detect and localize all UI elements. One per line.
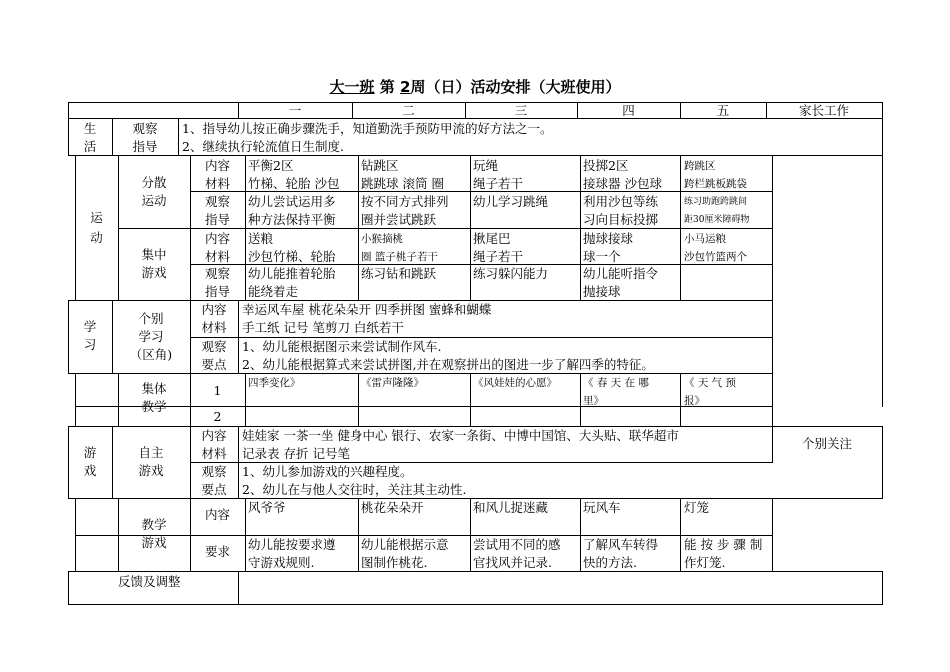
teaching-game-content: 和风儿捉迷藏 <box>473 500 549 515</box>
group-label: 游戏 <box>141 265 167 280</box>
teaching-game-requirement: 能 按 步 骤 制 <box>684 537 763 552</box>
scattered-observation: 距30厘米障碍物 <box>684 215 750 225</box>
table-rule <box>75 155 773 156</box>
scattered-content: 跳跳球 滚筒 圈 <box>361 176 444 191</box>
free-game-label: 游戏 <box>138 463 164 478</box>
collective-lesson: 四季变化》 <box>248 377 301 389</box>
observe-label: 观察 <box>204 266 230 281</box>
teaching-game-requirement: 幼儿能按要求遵 <box>248 537 336 552</box>
content-label: 材料 <box>204 249 230 264</box>
scattered-content: 平衡2区 <box>248 158 294 173</box>
teaching-game-requirement: 守游戏规则. <box>248 555 315 570</box>
table-rule <box>178 118 179 156</box>
observe-label: 指导 <box>204 284 230 299</box>
page-title: 大一班 第 2周（日）活动安排（大班使用） <box>329 78 621 96</box>
group-content: 揪尾巴 <box>473 231 511 246</box>
content-label: 内容 <box>201 428 227 443</box>
scattered-content: 钻跳区 <box>361 158 399 173</box>
scattered-observation: 按不同方式排列 <box>361 194 449 209</box>
table-rule <box>680 373 681 427</box>
group-observation: 能绕着走 <box>248 284 299 299</box>
table-rule <box>358 373 359 427</box>
content-label: 材料 <box>204 176 230 191</box>
table-rule <box>68 571 69 605</box>
life-observe-label: 指导 <box>132 139 158 154</box>
sport-category: 动 <box>90 230 103 245</box>
group-content: 抛球接球 <box>583 231 634 246</box>
teaching-game-content: 风爷爷 <box>248 500 286 515</box>
group-content: 送粮 <box>248 231 274 246</box>
observe-label: 要点 <box>201 482 227 497</box>
scattered-content: 玩绳 <box>473 158 499 173</box>
collective-lesson: 里》 <box>583 395 604 407</box>
scattered-content: 绳子若干 <box>473 176 524 191</box>
table-rule <box>680 498 681 572</box>
table-rule <box>580 498 581 572</box>
sport-category: 运 <box>90 210 103 225</box>
content-label: 内容 <box>204 507 230 522</box>
scattered-observation: 练习助跑跨跳间 <box>684 197 748 207</box>
life-point: 1、指导幼儿按正确步骤洗手，知道勤洗手预防甲流的好方法之一。 <box>182 121 553 136</box>
individual-observe: 2、幼儿能根据算式来尝试拼图,并在观察拼出的图进一步了解四季的特征。 <box>242 357 654 372</box>
table-rule <box>75 498 76 572</box>
scattered-content: 接球器 沙包球 <box>583 176 662 191</box>
group-content: 小马运粮 <box>684 233 726 245</box>
group-observation: 练习躲闪能力 <box>473 266 549 281</box>
group-content: 小猴摘桃 <box>361 233 403 245</box>
free-game-observe: 1、幼儿参加游戏的兴趣程度。 <box>242 464 413 479</box>
observe-label: 观察 <box>204 194 230 209</box>
table-rule <box>238 300 239 374</box>
group-label: 集中 <box>141 247 167 262</box>
group-observation: 幼儿能听指令 <box>583 266 659 281</box>
individual-content: 幸运风车屋 桃花朵朵开 四季拼图 蜜蜂和蝴蝶 <box>242 302 492 317</box>
free-game-content: 记录表 存折 记号笔 <box>242 446 350 461</box>
day-header: 二 <box>402 103 415 118</box>
individual-observe: 1、幼儿能根据图示来尝试制作风车. <box>242 339 442 354</box>
group-observation: 抛接球 <box>583 284 621 299</box>
collective-lesson: 《 春 天 在 哪 <box>583 377 649 389</box>
teaching-game-requirement: 幼儿能根据示意 <box>361 537 449 552</box>
content-label: 内容 <box>204 158 230 173</box>
teaching-game-content: 桃花朵朵开 <box>361 500 424 515</box>
table-rule <box>470 373 471 427</box>
table-rule <box>470 498 471 572</box>
table-rule <box>580 155 581 301</box>
collective-lesson: 《雷声隆隆》 <box>361 377 424 389</box>
scattered-observation: 种方法保持平衡 <box>248 212 336 227</box>
scattered-content: 跨跳区 <box>684 160 716 172</box>
free-game-content: 娃娃家 一茶一坐 健身中心 银行、农家一条街、中博中国馆、大头贴、联华超市 <box>242 428 679 443</box>
table-rule <box>772 300 773 374</box>
scattered-observation: 圈并尝试跳跃 <box>361 212 437 227</box>
lesson-row-number: 2 <box>213 409 222 424</box>
day-header: 一 <box>288 103 302 118</box>
group-content: 沙包竹梯、轮胎 <box>248 249 336 264</box>
study-category: 习 <box>83 337 97 352</box>
teaching-game-requirement: 作灯笼. <box>684 555 726 570</box>
scattered-observation: 幼儿尝试运用多 <box>248 194 336 209</box>
scattered-label: 运动 <box>141 193 167 208</box>
table-rule <box>68 604 883 605</box>
teaching-game-requirement: 快的方法. <box>583 555 637 570</box>
life-category: 活 <box>83 139 97 154</box>
free-game-label: 自主 <box>138 445 164 460</box>
observe-label: 观察 <box>201 464 227 479</box>
table-rule <box>470 155 471 301</box>
individual-content: 手工纸 记号 笔剪刀 白纸若干 <box>242 320 404 335</box>
teaching-game-content: 玩风车 <box>583 500 621 515</box>
scattered-content: 竹梯、轮胎 沙包 <box>248 176 340 191</box>
group-observation: 练习钻和跳跃 <box>361 266 437 281</box>
observe-label: 要点 <box>201 357 227 372</box>
individual-label: （区角) <box>129 347 173 362</box>
teaching-game-requirement: 官找风并记录. <box>473 555 552 570</box>
table-rule <box>882 118 883 407</box>
day-header: 五 <box>716 103 730 118</box>
scattered-observation: 利用沙包等练 <box>583 194 659 209</box>
table-rule <box>882 571 883 605</box>
teaching-game-requirement: 尝试用不同的感 <box>473 537 561 552</box>
table-rule <box>245 155 246 301</box>
observe-label: 指导 <box>204 212 230 227</box>
table-rule <box>245 498 246 572</box>
teaching-game-content: 灯笼 <box>684 500 710 515</box>
table-rule <box>580 373 581 427</box>
table-rule <box>772 373 773 427</box>
scattered-content: 跨栏跳板跳袋 <box>684 178 747 190</box>
table-rule <box>358 498 359 572</box>
group-observation: 幼儿能推着轮胎 <box>248 266 336 281</box>
scattered-observation: 幼儿学习跳绳 <box>473 194 549 209</box>
collective-lesson: 报》 <box>684 395 705 407</box>
life-point: 2、继续执行轮流值日生制度. <box>182 139 344 154</box>
group-content: 绳子若干 <box>473 249 524 264</box>
game-category: 游 <box>83 445 97 460</box>
require-label: 要求 <box>204 544 230 559</box>
teaching-game-requirement: 图制作桃花. <box>361 555 428 570</box>
individual-focus: 个别关注 <box>801 436 852 451</box>
table-rule <box>68 102 69 119</box>
life-observe-label: 观察 <box>132 121 158 136</box>
teaching-game-requirement: 了解风车转得 <box>583 537 659 552</box>
table-rule <box>238 426 239 499</box>
table-rule <box>245 373 246 427</box>
individual-label: 学习 <box>138 329 164 344</box>
teaching-game-label: 教学 <box>141 517 167 532</box>
group-content: 沙包竹篮两个 <box>684 251 747 263</box>
table-rule <box>238 571 239 605</box>
teaching-game-label: 游戏 <box>141 535 167 550</box>
table-rule <box>680 155 681 301</box>
lesson-row-number: 1 <box>213 383 222 398</box>
table-rule <box>358 155 359 301</box>
collective-lesson: 《 天 气 预 <box>684 377 737 389</box>
scattered-content: 投掷2区 <box>583 158 629 173</box>
table-rule <box>75 155 76 301</box>
observe-label: 观察 <box>201 339 227 354</box>
content-label: 材料 <box>201 320 227 335</box>
table-rule <box>882 426 883 499</box>
table-rule <box>882 102 883 119</box>
table-rule <box>772 155 773 301</box>
content-label: 内容 <box>201 302 227 317</box>
group-content: 圈 篮子桃子若干 <box>361 251 438 263</box>
scattered-label: 分散 <box>141 175 167 190</box>
table-rule <box>772 498 773 572</box>
feedback-label: 反馈及调整 <box>118 574 181 589</box>
free-game-observe: 2、幼儿在与他人交往时，关注其主动性. <box>242 482 467 497</box>
individual-label: 个别 <box>138 311 164 326</box>
life-category: 生 <box>83 121 97 136</box>
collective-label: 集体 <box>141 381 167 396</box>
parent-work-header: 家长工作 <box>798 103 849 118</box>
study-category: 学 <box>83 319 97 334</box>
collective-lesson: 《风娃娃的心愿》 <box>473 377 557 389</box>
game-category: 戏 <box>83 463 97 478</box>
scattered-observation: 习向目标投掷 <box>583 212 659 227</box>
table-rule <box>75 373 76 427</box>
content-label: 内容 <box>204 231 230 246</box>
group-content: 球一个 <box>583 249 621 264</box>
day-header: 三 <box>514 103 528 118</box>
collective-label: 教学 <box>141 399 167 414</box>
day-header: 四 <box>622 103 635 118</box>
content-label: 材料 <box>201 446 227 461</box>
